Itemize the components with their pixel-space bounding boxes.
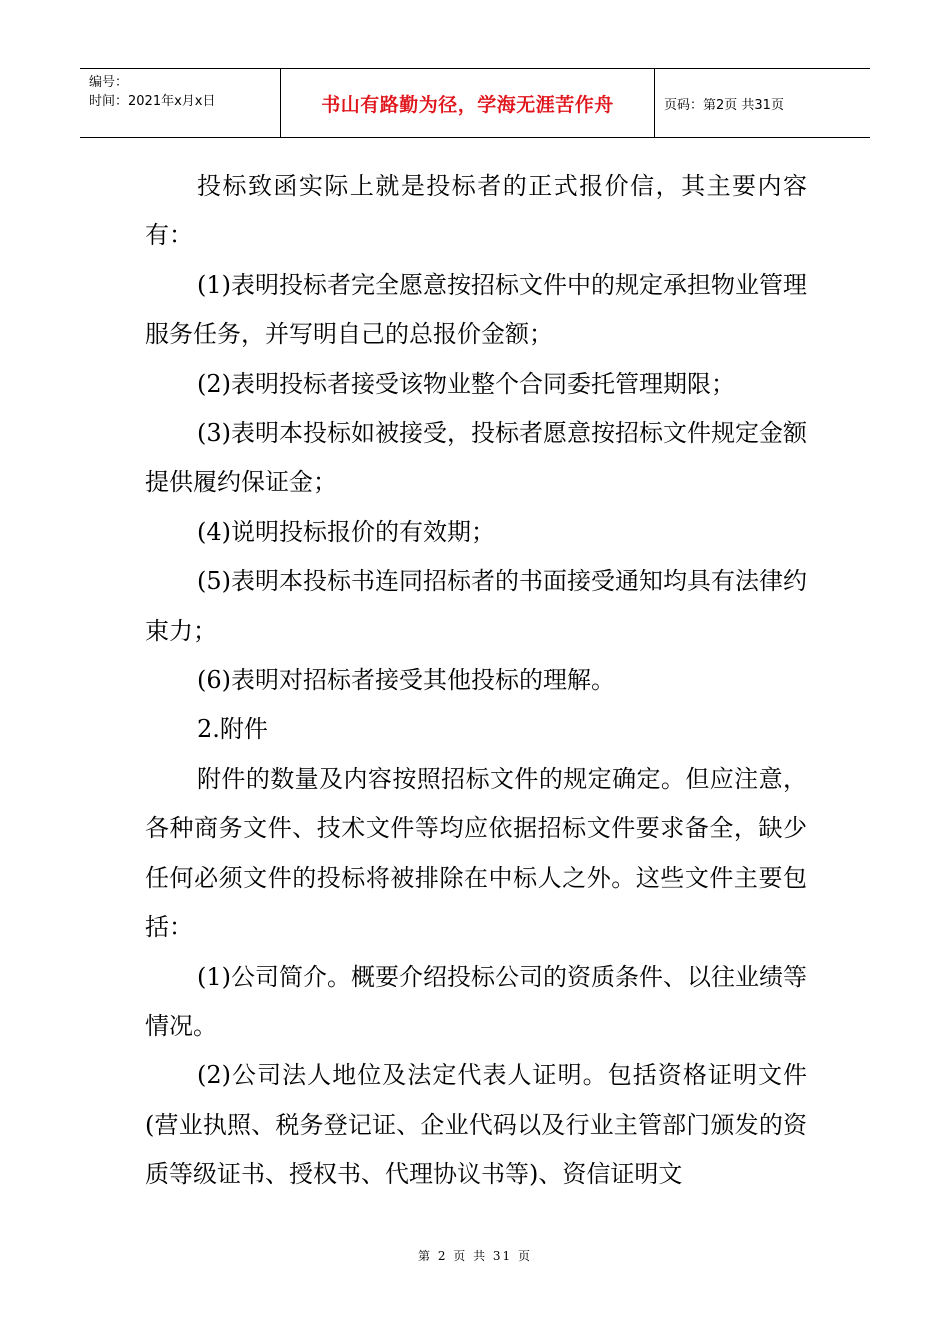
paragraph: 附件的数量及内容按照招标文件的规定确定。但应注意，各种商务文件、技术文件等均应依据招标文件要求备全，缺少任何必须文件的投标将被排除在中标人之外。这些文件主要包括： — [145, 764, 807, 942]
header-page-info-cell — [655, 69, 870, 137]
page-header — [80, 68, 870, 138]
paragraph: 投标致函实际上就是投标者的正式报价信，其主要内容有： — [145, 172, 807, 250]
section-heading: 2.附件 — [197, 715, 268, 744]
paragraph: (1)公司简介。概要介绍投标公司的资质条件、以往业绩等情况。 — [145, 962, 807, 1040]
paragraph: (2)公司法人地位及法定代表人证明。包括资格证明文件(营业执照、税务登记证、企业代码以及行业主管部门颁发的资质等级证书、授权书、代理协议书等)、资信证明文 — [145, 1061, 807, 1189]
document-time-label: 时间：2021年x月x日 — [89, 94, 216, 109]
paragraph: (5)表明本投标书连同招标者的书面接受通知均具有法律约束力； — [145, 567, 807, 645]
paragraph: (1)表明投标者完全愿意按招标文件中的规定承担物业管理服务任务，并写明自己的总报价金额； — [145, 270, 807, 349]
paragraph: (2)表明投标者接受该物业整个合同委托管理期限； — [197, 369, 735, 398]
document-body — [145, 162, 807, 1200]
header-motto: 书山有路勤为径，学海无涯苦作舟 — [321, 93, 614, 116]
paragraph: (4)说明投标报价的有效期； — [197, 517, 495, 546]
document-number-label: 编号： — [89, 75, 129, 90]
page-footer: 第 2 页 共 31 页 — [418, 1249, 532, 1263]
paragraph: (3)表明本投标如被接受，投标者愿意按招标文件规定金额提供履约保证金； — [145, 419, 807, 497]
header-meta — [80, 69, 281, 137]
paragraph: (6)表明对招标者接受其他投标的理解。 — [197, 666, 615, 695]
header-motto-cell — [281, 69, 655, 137]
header-page-info: 页码：第2页 共31页 — [664, 97, 784, 113]
